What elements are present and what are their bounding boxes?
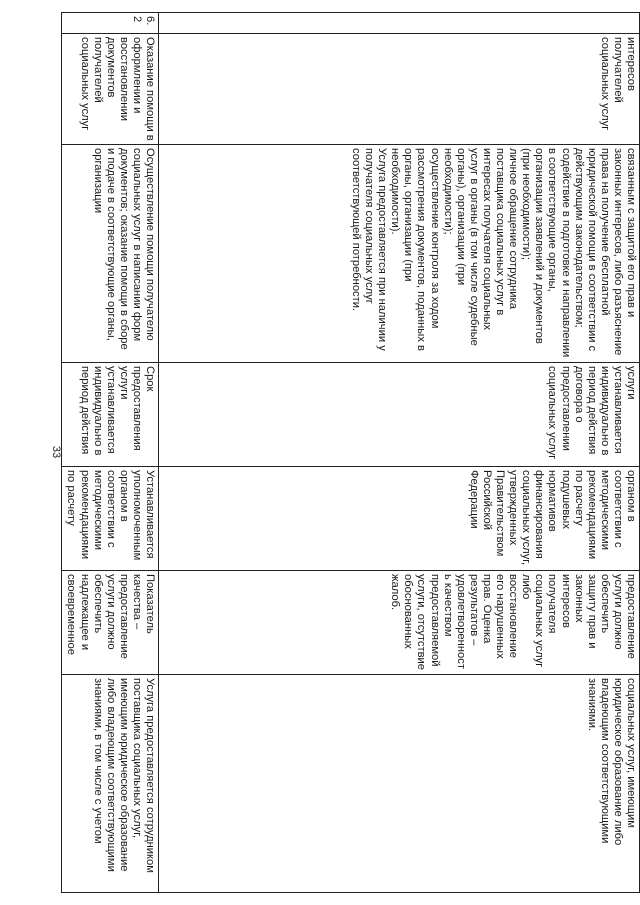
cell-service-name: Оказание помощи в оформлении и восстановлении документов получателей социальных услуг (62, 34, 159, 145)
cell-quality-indicators: Показатель качества – предоставление услуги должно обеспечить надлежащее и своевременное (62, 571, 159, 675)
cell-service-conditions: социальных услуг, имеющим юридическое образование либо владеющим соответствующими знаниями. (159, 675, 640, 893)
table-row (62, 13, 159, 893)
page-number: 33 (50, 445, 62, 459)
table-row (159, 13, 640, 893)
cell-service-content: Осуществление помощи получателю социальных услуг в написании форм документов; оказание помощи в сборе и подаче в соответствующие органы, организации (62, 145, 159, 363)
services-table (61, 12, 640, 893)
cell-service-name: интересов получателей социальных услуг (159, 34, 640, 145)
cell-service-tariff: Устанавливается уполномоченным органом в соответствии с методическими рекомендациями по расчету (62, 467, 159, 571)
cell-service-content: связанным с защитой его прав и законных интересов, либо разъяснение права на получение бесплатной юридической помощи в соответствии с действующим законодательством; содействие в подготовке и направлении в соответствующие органы, организации заявлений и документов (при необходимости); личное обращение сотрудника поставщика социальных услуг в интересах получателя социальных услуг в органы (в том числе судебные органы), организации (при необходимости); осуществление контроля за ходом рассмотрения документов, поданных в органы, организации (при необходимости). Услуга предоставляется при наличии у получателя социальных услуг соответствующей потребности. (159, 145, 640, 363)
cell-number: 6.2 (62, 13, 159, 34)
cell-service-tariff: органом в соответствии с методическими рекомендациями по расчету подушевых нормативов финансирования социальных услуг, утвержденных Правительством Российской Федерации (159, 467, 640, 571)
cell-number (159, 13, 640, 34)
rotated-page-content (65, 12, 640, 892)
cell-quality-indicators: предоставление услуги должно обеспечить защиту прав и законных интересов получателя социальных услуг либо восстановление его нарушенных прав. Оценка результатов – удовлетворенность качеством предоставляемой услуги, отсутствие обоснованных жалоб. (159, 571, 640, 675)
cell-service-term: услуги устанавливается индивидуально в период действия договора о предоставлении социальных услуг (159, 363, 640, 467)
cell-service-term: Срок предоставления услуги устанавливается индивидуально в период действия (62, 363, 159, 467)
cell-service-conditions: Услуга предоставляется сотрудником поставщика социальных услуг, имеющим юридическое образование либо владеющим соответствующими знаниями, в том числе с учетом (62, 675, 159, 893)
